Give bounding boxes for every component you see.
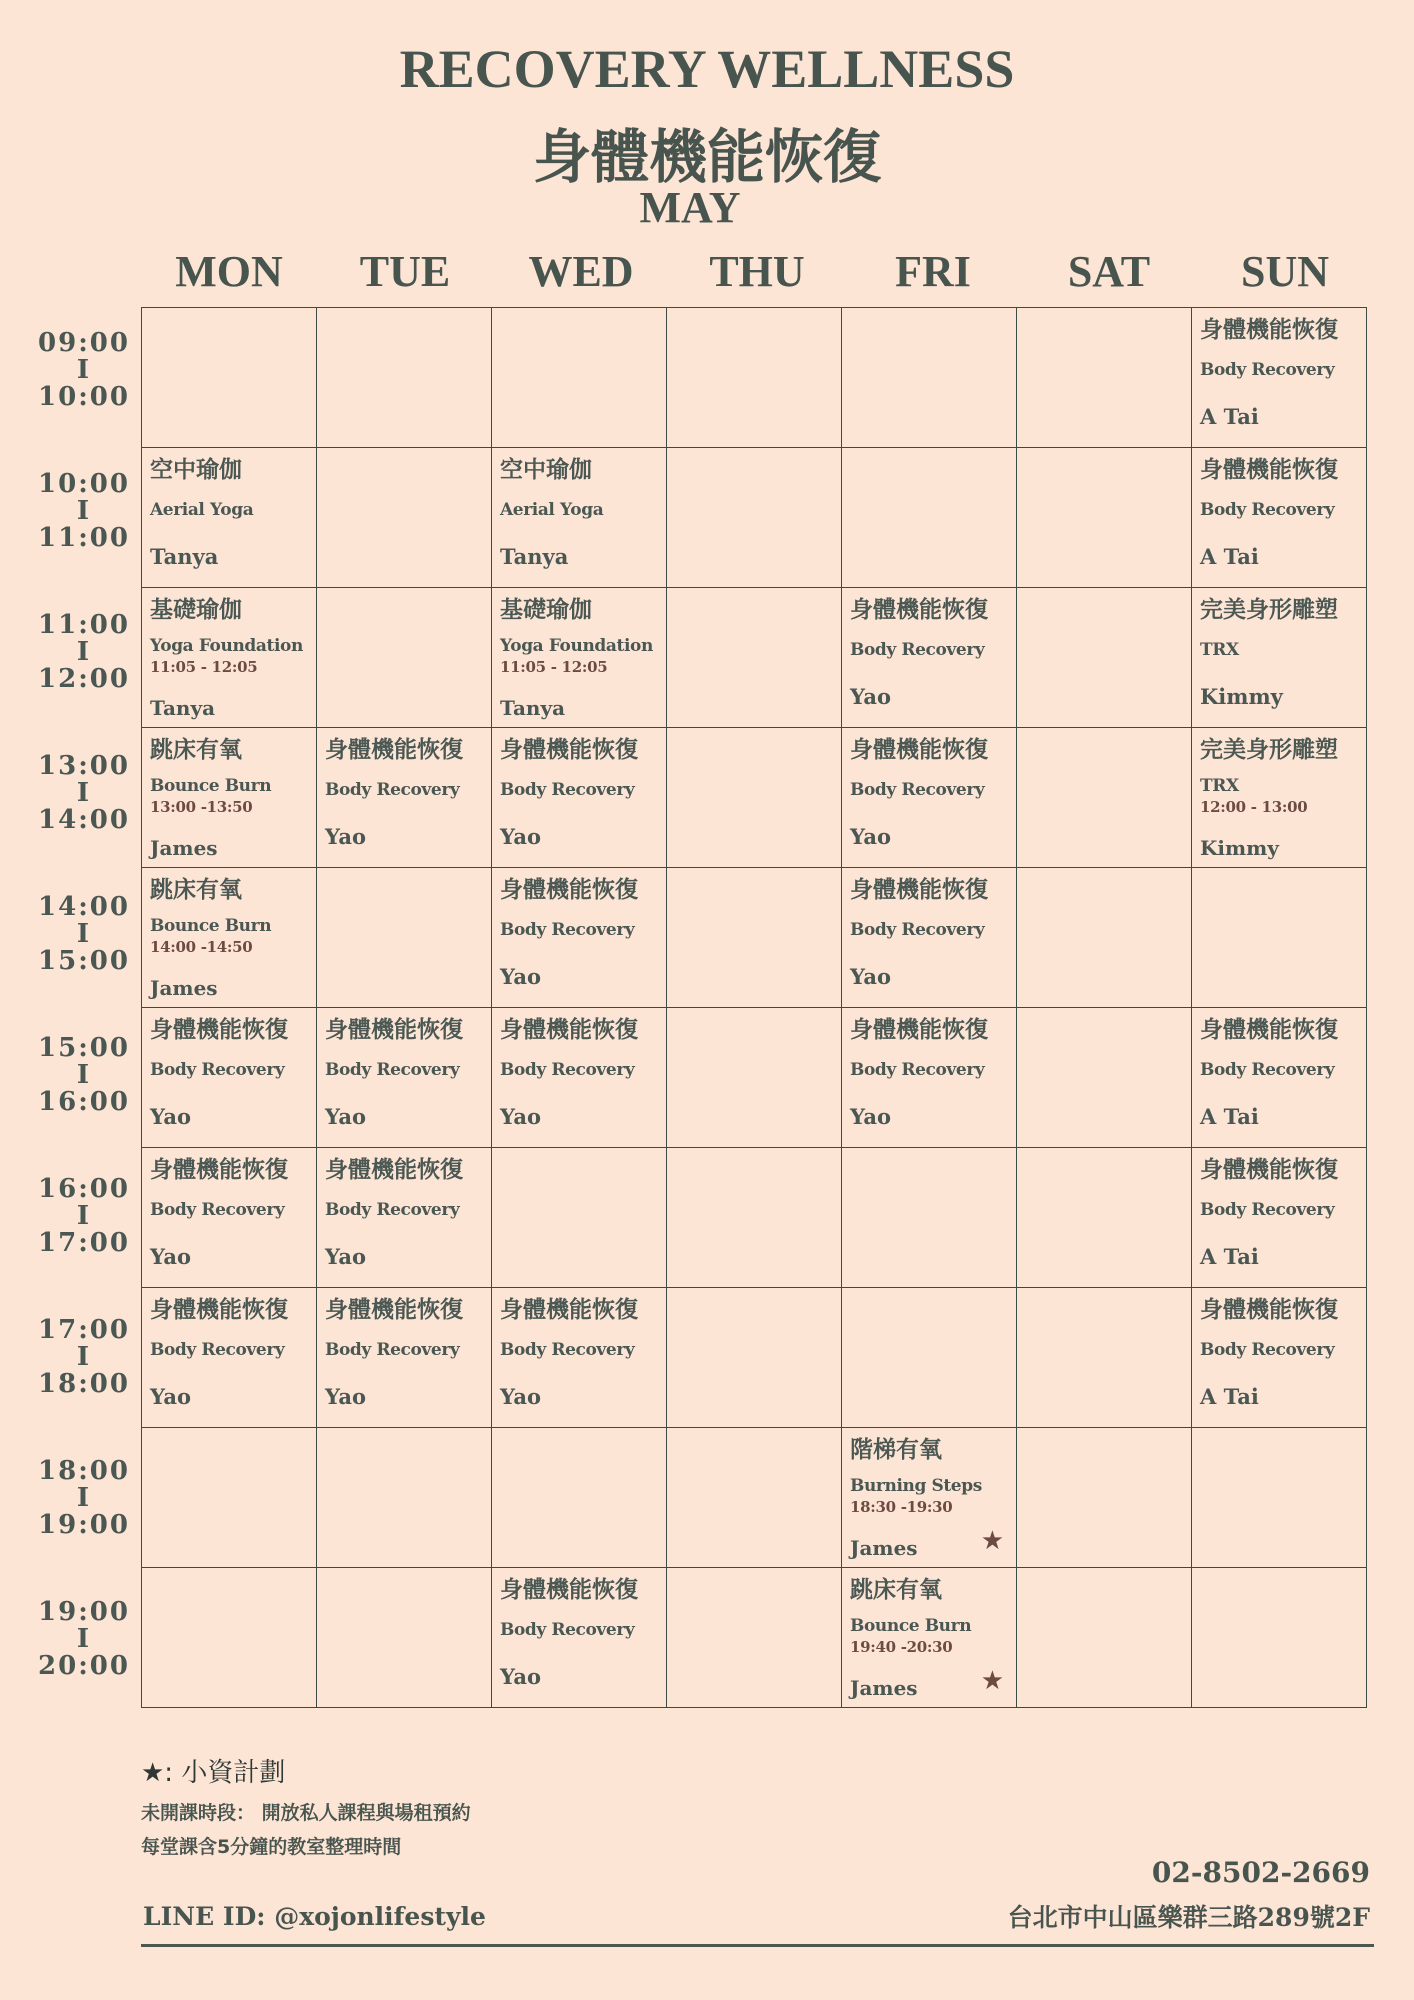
- instructor-name: James: [150, 976, 218, 1000]
- class-name-zh: 身體機能恢復: [150, 1157, 288, 1183]
- empty-cell: [142, 1428, 317, 1568]
- instructor-name: Yao: [850, 824, 891, 849]
- instructor-name: Yao: [325, 1244, 366, 1269]
- class-name-en: Body Recovery: [325, 1200, 460, 1220]
- class-cell: [317, 728, 492, 868]
- class-name-en: TRX: [1200, 776, 1239, 796]
- class-cell: [492, 448, 667, 588]
- time-sep: I: [76, 919, 92, 949]
- day-header: SUN: [1240, 247, 1330, 296]
- time-sep: I: [76, 1201, 92, 1231]
- instructor-name: A Tai: [1200, 1384, 1259, 1409]
- empty-cell: [1017, 1008, 1192, 1148]
- empty-cell: [1017, 1428, 1192, 1568]
- class-time: 12:00 - 13:00: [1200, 798, 1308, 816]
- class-name-en: Body Recovery: [500, 1340, 635, 1360]
- day-header: SAT: [1067, 247, 1151, 296]
- class-name-en: Body Recovery: [325, 1060, 460, 1080]
- instructor-name: Yao: [325, 824, 366, 849]
- class-cell: [317, 1008, 492, 1148]
- time-slot-label: [22, 1435, 146, 1576]
- class-cell: [1192, 1008, 1367, 1148]
- class-name-zh: 基礎瑜伽: [500, 597, 592, 623]
- instructor-name: Yao: [500, 1664, 541, 1689]
- class-cell: [1192, 728, 1367, 868]
- empty-cell: [667, 1008, 842, 1148]
- class-name-en: Yoga Foundation: [150, 636, 303, 656]
- day-header: TUE: [359, 247, 451, 296]
- note-cleanup-time: 每堂課含5分鐘的教室整理時間: [141, 1836, 402, 1858]
- time-sep: I: [76, 1624, 92, 1654]
- time-sep: I: [76, 1483, 92, 1513]
- class-name-zh: 身體機能恢復: [850, 597, 988, 623]
- class-cell: [142, 448, 317, 588]
- schedule-row: [142, 448, 1367, 588]
- schedule-grid: [141, 307, 1367, 1708]
- class-name-zh: 空中瑜伽: [500, 457, 592, 483]
- class-name-zh: 身體機能恢復: [500, 877, 638, 903]
- class-name-zh: 身體機能恢復: [1200, 1297, 1338, 1323]
- class-name-en: Aerial Yoga: [150, 500, 254, 520]
- class-name-en: Body Recovery: [325, 780, 460, 800]
- line-id: LINE ID: @xojonlifestyle: [143, 1902, 486, 1931]
- empty-cell: [1017, 868, 1192, 1008]
- time-start: 09:00: [38, 328, 130, 358]
- schedule-row: [142, 1148, 1367, 1288]
- class-cell: [1192, 1148, 1367, 1288]
- class-name-zh: 身體機能恢復: [150, 1017, 288, 1043]
- class-name-zh: 身體機能恢復: [1200, 1157, 1338, 1183]
- class-cell: [492, 588, 667, 728]
- instructor-name: Yao: [150, 1244, 191, 1269]
- class-name-zh: 身體機能恢復: [325, 1157, 463, 1183]
- schedule-row: [142, 1568, 1367, 1708]
- instructor-name: Tanya: [500, 544, 569, 569]
- class-name-zh: 完美身形雕塑: [1200, 737, 1338, 763]
- instructor-name: Yao: [500, 1384, 541, 1409]
- class-name-en: Body Recovery: [500, 1620, 635, 1640]
- time-end: 19:00: [38, 1510, 130, 1540]
- phone-number: 02-8502-2669: [1151, 1856, 1370, 1889]
- time-start: 14:00: [38, 892, 130, 922]
- class-name-zh: 身體機能恢復: [1200, 317, 1338, 343]
- class-name-en: Body Recovery: [850, 1060, 985, 1080]
- time-end: 18:00: [38, 1369, 130, 1399]
- class-name-zh: 階梯有氧: [850, 1437, 942, 1463]
- class-name-en: Body Recovery: [850, 640, 985, 660]
- instructor-name: Yao: [850, 1104, 891, 1129]
- class-name-en: Bounce Burn: [850, 1616, 972, 1636]
- class-name-zh: 跳床有氧: [150, 737, 242, 763]
- schedule-row: [142, 1008, 1367, 1148]
- empty-cell: [667, 1288, 842, 1428]
- class-name-zh: 身體機能恢復: [850, 737, 988, 763]
- title-chinese: 身體機能恢復: [532, 123, 881, 191]
- empty-cell: [317, 308, 492, 448]
- class-name-en: Body Recovery: [850, 920, 985, 940]
- empty-cell: [667, 728, 842, 868]
- class-name-zh: 跳床有氧: [150, 877, 242, 903]
- class-cell: [142, 1288, 317, 1428]
- class-name-en: Body Recovery: [150, 1200, 285, 1220]
- class-name-zh: 跳床有氧: [850, 1577, 942, 1603]
- class-cell: [317, 1288, 492, 1428]
- class-time: 14:00 -14:50: [150, 938, 253, 956]
- instructor-name: Yao: [850, 684, 891, 709]
- empty-cell: [317, 588, 492, 728]
- empty-cell: [1192, 1428, 1367, 1568]
- time-end: 11:00: [38, 523, 130, 553]
- time-start: 10:00: [38, 469, 130, 499]
- class-name-en: Bounce Burn: [150, 916, 272, 936]
- instructor-name: James: [150, 836, 218, 860]
- class-cell: [142, 868, 317, 1008]
- time-sep: I: [76, 778, 92, 808]
- schedule-row: [142, 728, 1367, 868]
- empty-cell: [1017, 728, 1192, 868]
- class-cell: [1192, 308, 1367, 448]
- time-slot-label: [22, 307, 146, 448]
- time-slot-label: [22, 730, 146, 871]
- class-cell: [142, 728, 317, 868]
- class-name-zh: 身體機能恢復: [500, 1017, 638, 1043]
- instructor-name: Yao: [150, 1384, 191, 1409]
- class-name-en: Body Recovery: [850, 780, 985, 800]
- class-cell: [492, 728, 667, 868]
- class-name-zh: 身體機能恢復: [325, 737, 463, 763]
- empty-cell: [842, 1288, 1017, 1428]
- month-label: MAY: [639, 183, 741, 232]
- time-end: 12:00: [38, 664, 130, 694]
- class-name-en: Body Recovery: [500, 920, 635, 940]
- day-header: FRI: [895, 247, 971, 296]
- empty-cell: [1017, 1288, 1192, 1428]
- time-sep: I: [76, 1342, 92, 1372]
- class-name-en: Aerial Yoga: [500, 500, 604, 520]
- empty-cell: [667, 588, 842, 728]
- star-icon: ★: [980, 1666, 1004, 1696]
- empty-cell: [842, 448, 1017, 588]
- class-cell: [317, 1148, 492, 1288]
- time-start: 17:00: [38, 1315, 130, 1345]
- class-name-en: Body Recovery: [500, 1060, 635, 1080]
- class-name-zh: 身體機能恢復: [325, 1297, 463, 1323]
- time-end: 10:00: [38, 382, 130, 412]
- class-name-zh: 身體機能恢復: [850, 877, 988, 903]
- class-name-en: Yoga Foundation: [500, 636, 653, 656]
- empty-cell: [492, 1428, 667, 1568]
- class-cell: [842, 728, 1017, 868]
- class-cell: [492, 1568, 667, 1708]
- class-cell: [842, 868, 1017, 1008]
- class-time: 18:30 -19:30: [850, 1498, 953, 1516]
- day-header: WED: [528, 247, 634, 296]
- class-cell: [842, 588, 1017, 728]
- schedule-row: [142, 588, 1367, 728]
- star-icon: ★: [980, 1526, 1004, 1556]
- class-name-zh: 身體機能恢復: [850, 1017, 988, 1043]
- instructor-name: Yao: [150, 1104, 191, 1129]
- empty-cell: [1017, 1568, 1192, 1708]
- instructor-name: Yao: [325, 1104, 366, 1129]
- time-sep: I: [76, 637, 92, 667]
- class-name-en: Body Recovery: [150, 1340, 285, 1360]
- class-cell: [492, 1288, 667, 1428]
- schedule-row: [142, 308, 1367, 448]
- class-time: 19:40 -20:30: [850, 1638, 953, 1656]
- class-name-zh: 空中瑜伽: [150, 457, 242, 483]
- class-name-zh: 身體機能恢復: [150, 1297, 288, 1323]
- class-name-en: Body Recovery: [1200, 1340, 1335, 1360]
- footer-divider: [141, 1944, 1374, 1947]
- instructor-name: James: [850, 1536, 918, 1560]
- instructor-name: A Tai: [1200, 404, 1259, 429]
- time-end: 20:00: [38, 1651, 130, 1681]
- empty-cell: [317, 868, 492, 1008]
- instructor-name: Tanya: [500, 696, 566, 720]
- instructor-name: Tanya: [150, 696, 216, 720]
- instructor-name: Yao: [325, 1384, 366, 1409]
- class-cell: [842, 1568, 1017, 1708]
- empty-cell: [667, 1568, 842, 1708]
- time-end: 14:00: [38, 805, 130, 835]
- class-time: 11:05 - 12:05: [150, 658, 258, 676]
- time-start: 13:00: [38, 751, 130, 781]
- title-english: RECOVERY WELLNESS: [399, 39, 1015, 99]
- class-cell: [492, 1008, 667, 1148]
- empty-cell: [667, 1148, 842, 1288]
- class-cell: [842, 1428, 1017, 1568]
- class-name-en: Body Recovery: [325, 1340, 460, 1360]
- empty-cell: [842, 308, 1017, 448]
- class-name-zh: 身體機能恢復: [1200, 457, 1338, 483]
- time-slot-label: [22, 589, 146, 730]
- class-name-en: Burning Steps: [850, 1476, 982, 1496]
- empty-cell: [1017, 588, 1192, 728]
- class-name-en: Body Recovery: [150, 1060, 285, 1080]
- empty-cell: [1017, 308, 1192, 448]
- time-slot-label: [22, 1576, 146, 1717]
- instructor-name: Yao: [850, 964, 891, 989]
- instructor-name: Kimmy: [1200, 836, 1279, 860]
- time-sep: I: [76, 496, 92, 526]
- time-sep: I: [76, 355, 92, 385]
- empty-cell: [1017, 448, 1192, 588]
- time-slot-label: [22, 448, 146, 589]
- empty-cell: [492, 308, 667, 448]
- time-start: 16:00: [38, 1174, 130, 1204]
- class-cell: [142, 1008, 317, 1148]
- instructor-name: Yao: [500, 964, 541, 989]
- class-cell: [842, 1008, 1017, 1148]
- legend-star-note: ★: 小資計劃: [141, 1758, 286, 1788]
- class-cell: [1192, 1288, 1367, 1428]
- class-name-zh: 身體機能恢復: [1200, 1017, 1338, 1043]
- class-cell: [142, 588, 317, 728]
- empty-cell: [317, 1568, 492, 1708]
- class-name-en: Body Recovery: [1200, 1200, 1335, 1220]
- instructor-name: Tanya: [150, 544, 219, 569]
- empty-cell: [142, 1568, 317, 1708]
- time-slot-label: [22, 871, 146, 1012]
- time-start: 19:00: [38, 1597, 130, 1627]
- class-name-zh: 身體機能恢復: [500, 737, 638, 763]
- class-time: 13:00 -13:50: [150, 798, 253, 816]
- instructor-name: Yao: [500, 824, 541, 849]
- instructor-name: James: [850, 1676, 918, 1700]
- empty-cell: [1017, 1148, 1192, 1288]
- time-slot-label: [22, 1153, 146, 1294]
- empty-cell: [1192, 1568, 1367, 1708]
- time-column: [22, 307, 146, 1717]
- class-cell: [142, 1148, 317, 1288]
- instructor-name: Yao: [500, 1104, 541, 1129]
- day-header: MON: [175, 247, 283, 296]
- empty-cell: [317, 448, 492, 588]
- class-name-en: Bounce Burn: [150, 776, 272, 796]
- time-end: 15:00: [38, 946, 130, 976]
- empty-cell: [842, 1148, 1017, 1288]
- class-name-en: TRX: [1200, 640, 1239, 660]
- time-slot-label: [22, 1294, 146, 1435]
- empty-cell: [667, 1428, 842, 1568]
- schedule-row: [142, 868, 1367, 1008]
- instructor-name: A Tai: [1200, 544, 1259, 569]
- class-cell: [1192, 448, 1367, 588]
- time-end: 16:00: [38, 1087, 130, 1117]
- address: 台北市中山區樂群三路289號2F: [1007, 1903, 1370, 1932]
- empty-cell: [667, 448, 842, 588]
- instructor-name: Kimmy: [1200, 684, 1283, 709]
- empty-cell: [317, 1428, 492, 1568]
- empty-cell: [1192, 868, 1367, 1008]
- time-start: 11:00: [38, 610, 130, 640]
- class-name-en: Body Recovery: [500, 780, 635, 800]
- schedule-row: [142, 1428, 1367, 1568]
- class-name-zh: 身體機能恢復: [500, 1577, 638, 1603]
- time-sep: I: [76, 1060, 92, 1090]
- empty-cell: [667, 308, 842, 448]
- class-name-zh: 基礎瑜伽: [150, 597, 242, 623]
- time-start: 15:00: [38, 1033, 130, 1063]
- class-name-en: Body Recovery: [1200, 1060, 1335, 1080]
- class-cell: [492, 868, 667, 1008]
- schedule-row: [142, 1288, 1367, 1428]
- class-name-en: Body Recovery: [1200, 360, 1335, 380]
- class-cell: [1192, 588, 1367, 728]
- empty-cell: [492, 1148, 667, 1288]
- note-private-booking: 未開課時段： 開放私人課程與場租預約: [141, 1802, 471, 1824]
- day-header-row: [141, 246, 1373, 302]
- class-name-zh: 身體機能恢復: [500, 1297, 638, 1323]
- time-slot-label: [22, 1012, 146, 1153]
- time-start: 18:00: [38, 1456, 130, 1486]
- class-name-zh: 身體機能恢復: [325, 1017, 463, 1043]
- class-name-en: Body Recovery: [1200, 500, 1335, 520]
- day-header: THU: [709, 247, 805, 296]
- empty-cell: [667, 868, 842, 1008]
- instructor-name: A Tai: [1200, 1104, 1259, 1129]
- class-name-zh: 完美身形雕塑: [1200, 597, 1338, 623]
- instructor-name: A Tai: [1200, 1244, 1259, 1269]
- time-end: 17:00: [38, 1228, 130, 1258]
- class-time: 11:05 - 12:05: [500, 658, 608, 676]
- empty-cell: [142, 308, 317, 448]
